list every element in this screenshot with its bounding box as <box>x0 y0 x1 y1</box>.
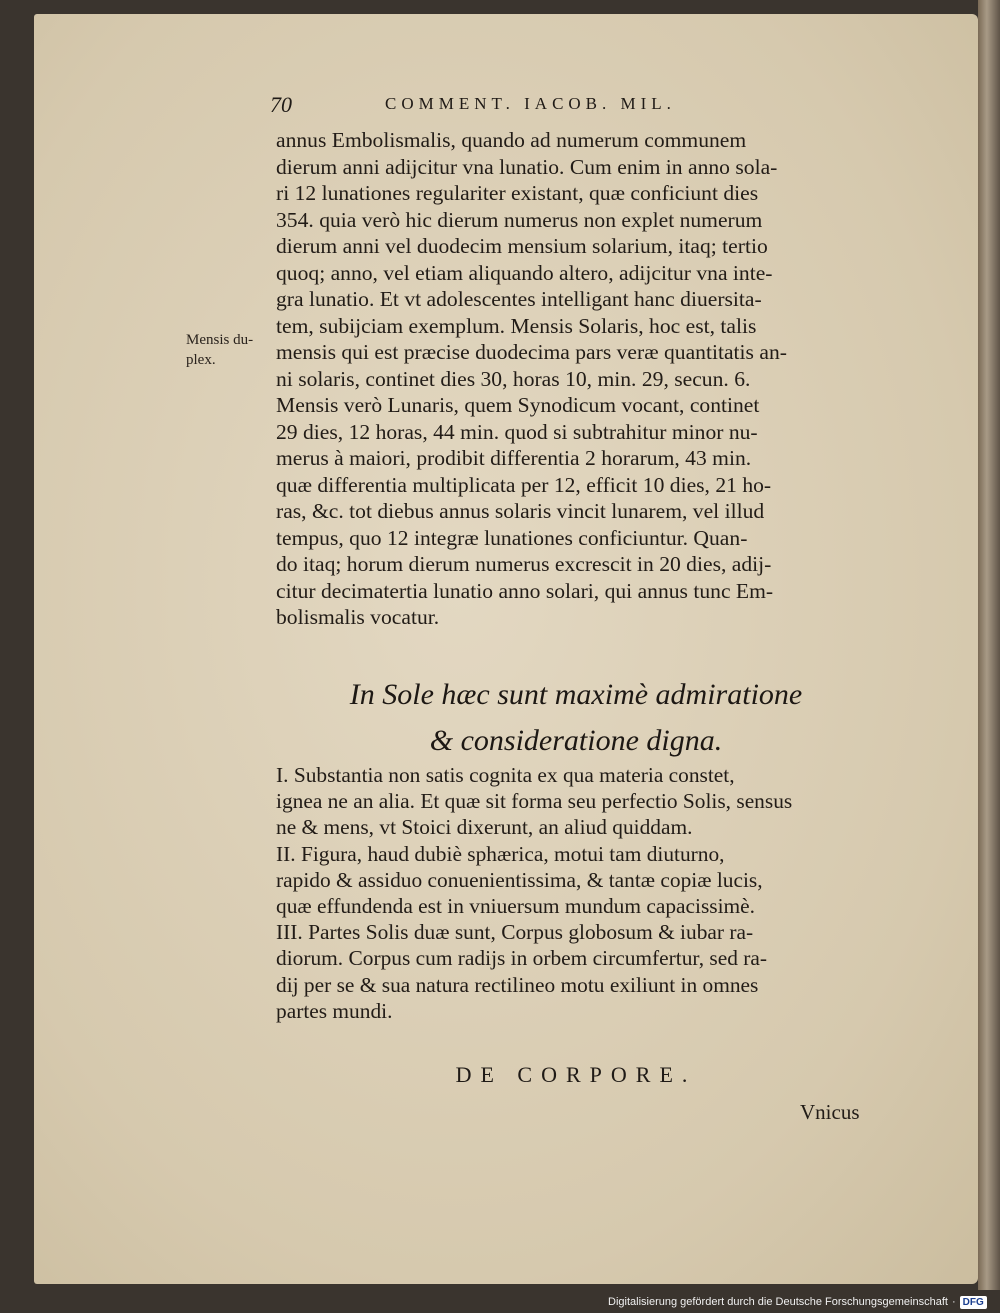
list-line: partes mundi. <box>276 998 393 1023</box>
text-line: 29 dies, 12 horas, 44 min. quod si subtrahitur minor nu- <box>276 419 758 444</box>
text-line: mensis qui est præcise duodecima pars veræ quantitatis an- <box>276 340 787 364</box>
list-line: ne & mens, vt Stoici dixerunt, an aliud quiddam. <box>276 815 693 840</box>
text-line: do itaq; horum dierum numerus excrescit in 20 dies, adij- <box>276 552 772 576</box>
text-line: ras, &c. tot diebus annus solaris vincit lunarem, vel illud <box>276 499 765 523</box>
numbered-list <box>276 762 876 1024</box>
list-line: diorum. Corpus cum radijs in orbem circumfertur, sed ra- <box>276 946 767 971</box>
text-line: tem, subijciam exemplum. Mensis Solaris, hoc est, talis <box>276 313 757 338</box>
list-line: quæ effundenda est in vniuersum mundum capacissimè. <box>276 894 756 919</box>
heading-line: & consideratione digna. <box>429 724 723 757</box>
text-line: dierum anni vel duodecim mensium solarium, itaq; tertio <box>276 234 768 258</box>
section-heading <box>276 672 876 764</box>
body-paragraph <box>276 127 876 631</box>
marginal-note <box>186 330 276 370</box>
list-line: I. Substantia non satis cognita ex qua materia constet, <box>276 763 735 787</box>
text-line: dierum anni adijcitur vna lunatio. Cum enim in anno sola- <box>276 154 778 179</box>
text-line: merus à maiori, prodibit differentia 2 horarum, 43 min. <box>276 446 752 470</box>
heading-line: In Sole hæc sunt maximè admiratione <box>349 678 803 711</box>
text-line: Mensis verò Lunaris, quem Synodicum vocant, continet <box>276 393 760 417</box>
footer-text: Digitalisierung gefördert durch die Deutsche Forschungsgemeinschaft <box>608 1296 948 1308</box>
list-line: ignea ne an alia. Et quæ sit forma seu perfectio Solis, sensus <box>276 789 793 814</box>
marginal-note-line: plex. <box>186 352 216 368</box>
text-line: gra lunatio. Et vt adolescentes intelligant hanc diuersita- <box>276 287 762 311</box>
text-line: tempus, quo 12 integræ lunationes conficiuntur. Quan- <box>276 525 748 550</box>
page-number: 70 <box>270 92 292 117</box>
text-line: 354. quia verò hic dierum numerus non explet numerum <box>276 207 763 232</box>
marginal-note-line: Mensis du- <box>186 332 254 348</box>
dfg-logo: DFG <box>960 1296 987 1309</box>
footer-separator: · <box>951 1296 956 1308</box>
text-line: ni solaris, continet dies 30, horas 10, min. 29, secun. 6. <box>276 366 751 391</box>
text-line: annus Embolismalis, quando ad numerum communem <box>276 128 747 152</box>
running-head: COMMENT. IACOB. MIL. <box>385 94 676 113</box>
list-line: II. Figura, haud dubiè sphærica, motui tam diuturno, <box>276 841 725 866</box>
list-line: III. Partes Solis duæ sunt, Corpus globosum & iubar ra- <box>276 920 754 945</box>
list-line: rapido & assiduo conuenientissima, & tantæ copiæ lucis, <box>276 867 763 892</box>
text-line: quæ differentia multiplicata per 12, efficit 10 dies, 21 ho- <box>276 472 772 497</box>
list-line: dij per se & sua natura rectilineo motu exiliunt in omnes <box>276 972 759 997</box>
book-edge <box>978 0 1000 1290</box>
text-line: ri 12 lunationes regulariter existant, quæ conficiunt dies <box>276 181 759 205</box>
digitization-footer <box>608 1293 987 1311</box>
text-line: bolismalis vocatur. <box>276 605 440 629</box>
section-title: DE CORPORE. <box>455 1062 697 1087</box>
text-line: quoq; anno, vel etiam aliquando altero, adijcitur vna inte- <box>276 260 773 285</box>
catchword: Vnicus <box>800 1100 860 1124</box>
text-line: citur decimatertia lunatio anno solari, qui annus tunc Em- <box>276 578 774 603</box>
